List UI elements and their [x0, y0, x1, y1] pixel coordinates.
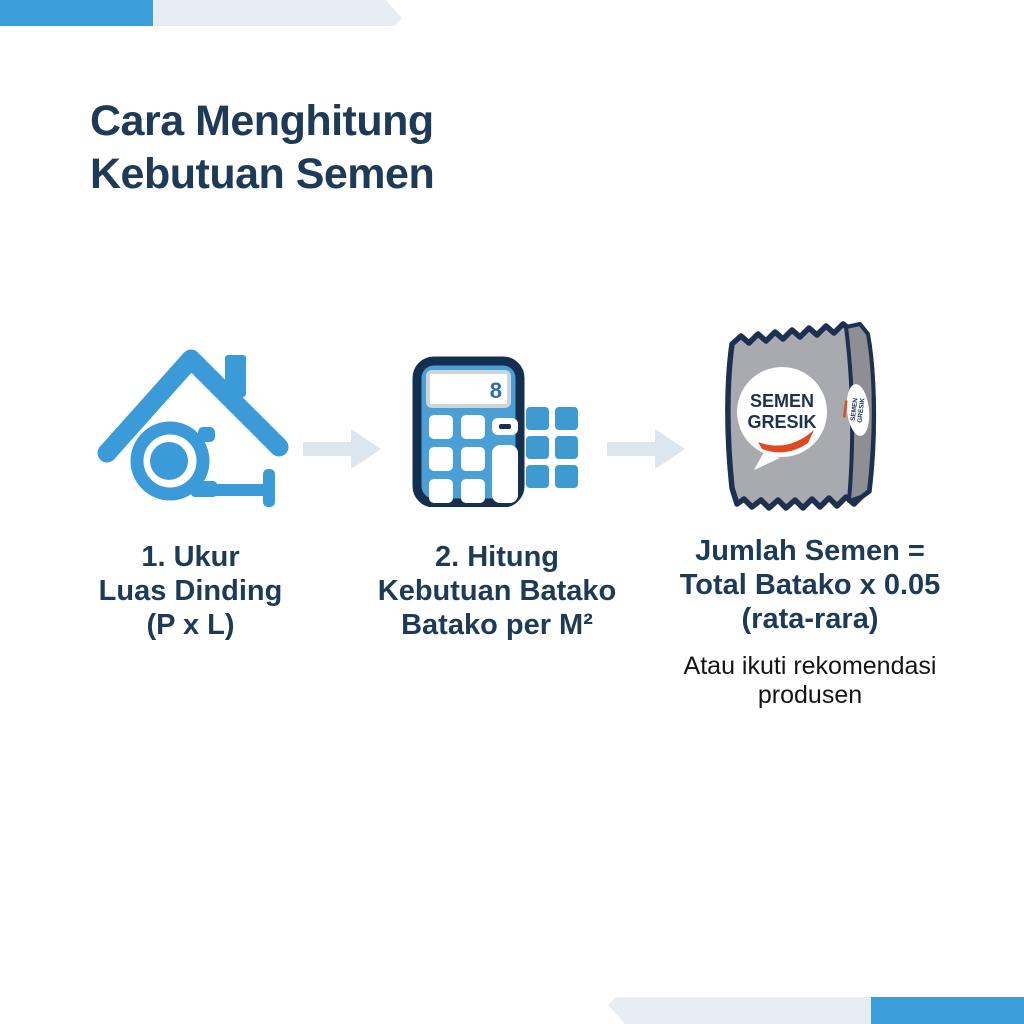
step-label-line: Batako per M²	[401, 609, 593, 641]
top-bar-light	[153, 0, 402, 26]
calculator-icon	[405, 355, 585, 512]
top-bar-accent	[0, 0, 153, 26]
bag-brand-text: GRESIK	[747, 412, 817, 432]
right-arrow-icon	[607, 427, 687, 476]
step-label-line: Kebutuan Batako	[377, 575, 617, 607]
step-1-label	[68, 540, 313, 642]
right-arrow-icon	[303, 427, 383, 476]
house-measuring-tape-icon	[95, 345, 295, 520]
page-title	[90, 95, 434, 201]
step-label-line: Luas Dinding	[98, 575, 283, 607]
step-label-line: 1. Ukur	[141, 541, 240, 573]
page-title-line: Cara Menghitung	[90, 97, 434, 145]
bottom-bar-light	[608, 997, 871, 1024]
step-label-line: 2. Hitung	[434, 541, 560, 573]
step-3-label	[640, 534, 980, 636]
page-title-line: Kebutuan Semen	[90, 150, 435, 198]
svg-text:GRESIK: GRESIK	[856, 397, 867, 424]
bag-brand-text: SEMEN	[749, 391, 815, 411]
calculator-display-value: 8	[489, 378, 502, 403]
svg-text:SEMEN: SEMEN	[849, 397, 860, 422]
step-label-line: (P x L)	[146, 609, 235, 641]
step-label-line: (rata-rara)	[741, 603, 879, 635]
step-2-label	[352, 540, 642, 642]
bottom-bar-accent	[871, 997, 1024, 1024]
cement-bag-icon	[712, 310, 880, 520]
step-label-line: Total Batako x 0.05	[679, 569, 941, 601]
step-label-line: Jumlah Semen =	[695, 535, 925, 567]
recommendation-note: Atau ikuti rekomendasi produsen	[683, 652, 937, 709]
